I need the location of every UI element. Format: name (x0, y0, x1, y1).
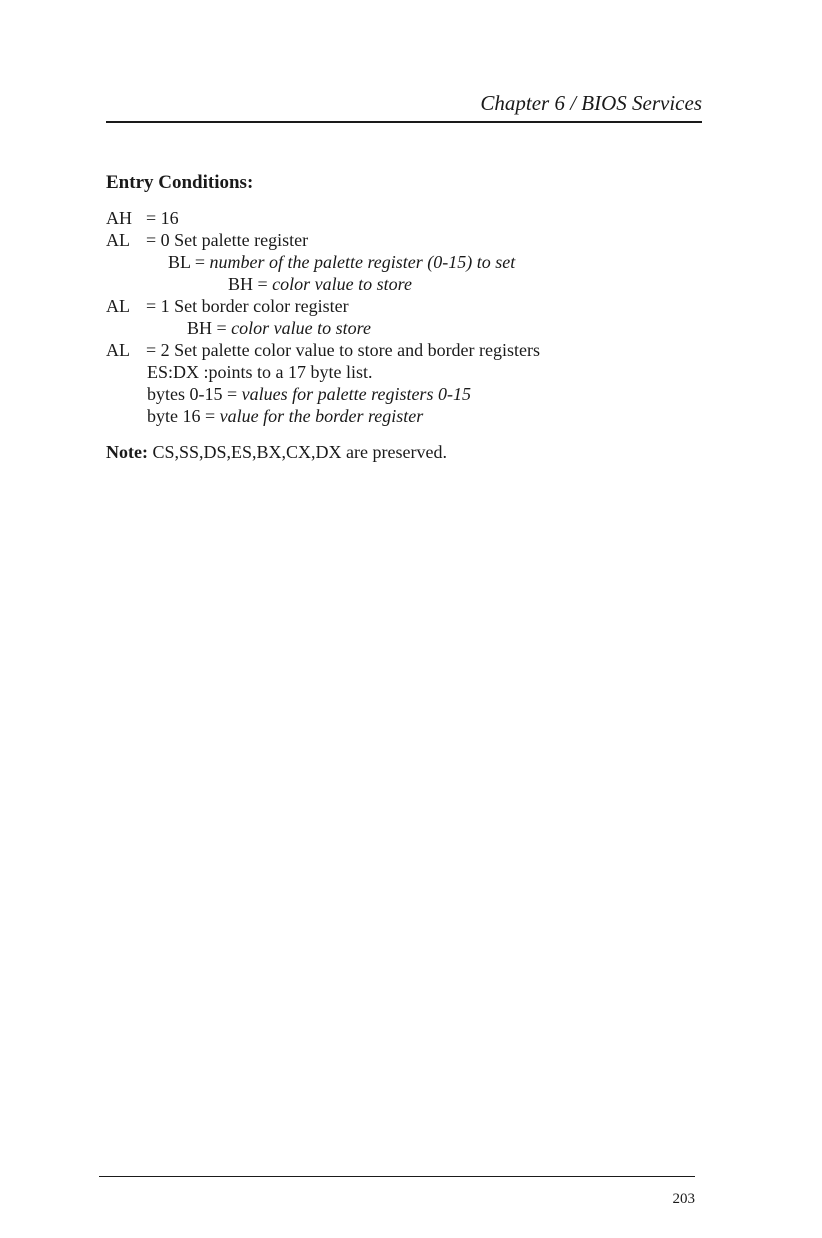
header-rule (106, 121, 702, 123)
page-number: 203 (672, 1191, 695, 1207)
running-head: Chapter 6 / BIOS Services (480, 91, 702, 115)
register-label: AL (106, 230, 130, 250)
line-text: ES:DX :points to a 17 byte list. (147, 362, 373, 382)
entry-line-al-2 (106, 339, 540, 361)
entry-line-ah (106, 207, 179, 229)
line-text: = 0 Set palette register (146, 230, 309, 250)
register-label: AL (106, 340, 130, 360)
entry-line-bytes (147, 383, 471, 405)
line-description: color value to store (272, 274, 412, 294)
line-description: number of the palette register (0-15) to set (209, 252, 516, 272)
footer-rule (99, 1176, 695, 1177)
entry-line-bl (168, 251, 515, 273)
entry-line-esdx (147, 361, 373, 383)
line-text: bytes 0-15 = (147, 384, 242, 404)
line-text: = 16 (146, 208, 179, 228)
line-description: value for the border register (219, 406, 424, 426)
entry-line-al-0 (106, 229, 308, 251)
line-description: color value to store (231, 318, 371, 338)
register-label: AH (106, 208, 132, 228)
line-text: BH = (187, 318, 232, 338)
line-description: values for palette registers 0-15 (241, 384, 471, 404)
section-title: Entry Conditions: (106, 172, 254, 193)
entry-line-byte16 (147, 405, 423, 427)
entry-line-bh-2 (187, 317, 371, 339)
register-label: AL (106, 296, 130, 316)
note-line (106, 441, 447, 463)
line-text: BH = (228, 274, 273, 294)
line-text: byte 16 = (147, 406, 220, 426)
note-text: CS,SS,DS,ES,BX,CX,DX are preserved. (147, 442, 447, 462)
note-label: Note: (106, 442, 148, 462)
line-text: BL = (168, 252, 210, 272)
line-text: = 2 Set palette color value to store and border registers (146, 340, 541, 360)
entry-line-al-1 (106, 295, 349, 317)
entry-line-bh-1 (228, 273, 412, 295)
line-text: = 1 Set border color register (146, 296, 349, 316)
